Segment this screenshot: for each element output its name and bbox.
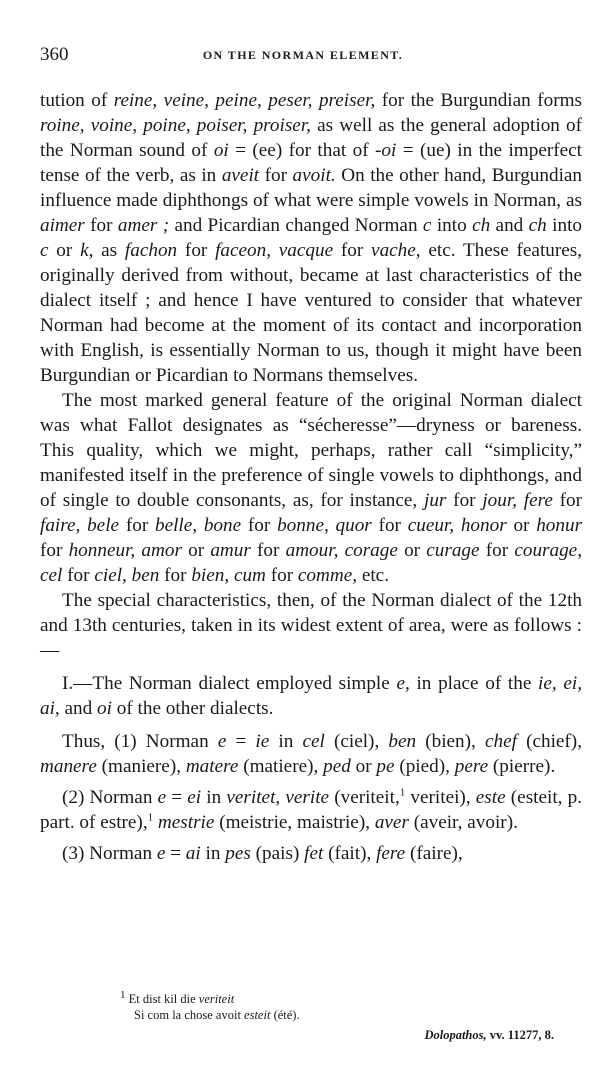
text-run: = <box>166 787 188 808</box>
italic-term: jur <box>424 490 447 511</box>
italic-term: aveit <box>221 165 260 186</box>
italic-term: mestrie <box>157 812 215 833</box>
text-run: or <box>350 756 377 777</box>
footnote-line-1 <box>120 988 560 1007</box>
italic-term: fet <box>304 843 324 864</box>
text-run: for <box>40 540 69 561</box>
footnote-text: (été). <box>270 1008 300 1022</box>
page-header <box>40 44 566 68</box>
text-run: in place of the <box>409 673 539 694</box>
text-run: etc. These features, originally derived from without, became at last characteristics of the dialect itself ; and hence I have ventured to consider that whatever Norman had become at the moment of its contact and incorporation with English, is essentially Norman to us, though it might have been Burgundian or Picardian to Normans themselves. <box>40 240 583 386</box>
italic-term: ie, ei, ai, <box>40 673 582 719</box>
text-run: and <box>59 698 98 719</box>
text-run: as <box>93 240 125 261</box>
italic-term: fere <box>376 843 406 864</box>
paragraph-p4 <box>40 671 582 721</box>
footnote-citation <box>120 1027 560 1043</box>
footnote-ref: 1 <box>399 786 406 799</box>
text-run: for <box>552 490 583 511</box>
paragraph-p1 <box>40 88 582 388</box>
italic-term: chef <box>484 731 517 752</box>
italic-term: e <box>217 731 227 752</box>
italic-term: roine, voine, poine, poiser, proiser, <box>40 115 311 136</box>
text-run: or <box>181 540 211 561</box>
text-run: for <box>159 565 192 586</box>
italic-term: matere <box>185 756 239 777</box>
italic-term: bonne, quor <box>277 515 372 536</box>
italic-term: oi <box>213 140 229 161</box>
italic-term: ie <box>255 731 270 752</box>
italic-term: curage <box>426 540 480 561</box>
footnote-text: Si com la chose avoit <box>134 1008 245 1022</box>
italic-term: honur <box>536 515 583 536</box>
text-run: = <box>226 731 256 752</box>
italic-term: reine, veine, peine, peser, preiser, <box>113 90 376 111</box>
text-run: tution of <box>40 90 114 111</box>
footnote <box>120 988 560 1043</box>
text-run: in <box>201 787 227 808</box>
footnote-marker: 1 <box>120 988 126 1001</box>
italic-term: ben <box>388 731 417 752</box>
text-run: for <box>371 515 408 536</box>
text-run: (2) Norman <box>62 787 158 808</box>
italic-term: jour, fere <box>482 490 553 511</box>
italic-term: pe <box>376 756 395 777</box>
italic-term: fachon <box>124 240 178 261</box>
footnote-ref: 1 <box>147 811 154 824</box>
italic-term: este <box>475 787 506 808</box>
italic-term: amour, corage <box>285 540 398 561</box>
text-run: (pied), <box>394 756 455 777</box>
text-run: for <box>479 540 515 561</box>
italic-term: -oi <box>375 140 397 161</box>
italic-term: faceon, vacque <box>215 240 334 261</box>
text-run: (pierre). <box>488 756 556 777</box>
text-run: = <box>165 843 186 864</box>
italic-term: vache, <box>371 240 421 261</box>
italic-term: amur <box>210 540 251 561</box>
citation-verses: vv. 11277, 8. <box>486 1028 554 1042</box>
italic-term: e, <box>396 673 410 694</box>
italic-term: manere <box>40 756 97 777</box>
text-run: for <box>62 565 95 586</box>
text-run: (matiere), <box>238 756 324 777</box>
footnote-italic: esteit <box>244 1008 271 1022</box>
text-run: for <box>250 540 286 561</box>
text-run: in <box>200 843 226 864</box>
paragraph-p5 <box>40 729 582 779</box>
text-run: for <box>265 565 298 586</box>
italic-term: aimer <box>40 215 85 236</box>
text-run: and Picardian changed Norman <box>169 215 423 236</box>
text-run: (esteit, p. part. of estre), <box>40 787 583 833</box>
italic-term: oi <box>97 698 112 719</box>
text-run: etc. <box>357 565 389 586</box>
text-run: On the other hand, Burgundian influence made diphthongs of what were simple vowels in Norman, as <box>40 165 583 211</box>
text-run: veritei), <box>405 787 476 808</box>
text-run: = (ee) for that of <box>228 140 375 161</box>
text-run: (chief), <box>516 731 582 752</box>
paragraph-p3 <box>40 588 582 663</box>
italic-term: pes <box>225 843 251 864</box>
body-text <box>40 88 582 866</box>
text-run: into <box>546 215 582 236</box>
text-run: or <box>48 240 81 261</box>
text-run: (veriteit, <box>329 787 400 808</box>
italic-term: c <box>422 215 432 236</box>
italic-term: cueur, honor <box>407 515 507 536</box>
italic-term: avoit. <box>292 165 336 186</box>
paragraph-p2 <box>40 388 582 588</box>
italic-term: pere <box>454 756 489 777</box>
text-run: for <box>333 240 372 261</box>
italic-term: e <box>156 843 166 864</box>
paragraph-p6 <box>40 785 582 835</box>
italic-term: honneur, amor <box>68 540 182 561</box>
text-run: for <box>84 215 118 236</box>
text-run: (3) Norman <box>62 843 157 864</box>
italic-term: veritet, verite <box>226 787 330 808</box>
text-run: (faire), <box>405 843 463 864</box>
italic-term: ciel, ben <box>94 565 160 586</box>
italic-term: bien, cum <box>191 565 266 586</box>
italic-term: aver <box>374 812 409 833</box>
footnote-text: Et dist kil die <box>128 992 199 1006</box>
italic-term: e <box>157 787 167 808</box>
text-run: or <box>397 540 427 561</box>
text-run: (aveir, avoir). <box>408 812 518 833</box>
text-run: The special characteristics, then, of the Norman dialect of the 12th and 13th centuries, taken in its widest extent of area, were as follows :— <box>40 590 582 661</box>
paragraph-p7 <box>40 841 582 866</box>
text-run: (ciel), <box>324 731 389 752</box>
italic-term: cel <box>302 731 325 752</box>
text-run: (pais) <box>250 843 305 864</box>
italic-term: ch <box>528 215 547 236</box>
text-run: into <box>431 215 473 236</box>
text-run: (maniere), <box>96 756 186 777</box>
italic-term: ch <box>472 215 491 236</box>
citation-source: Dolopathos, <box>424 1028 487 1042</box>
italic-term: courage, cel <box>40 540 582 586</box>
italic-term: amer ; <box>117 215 170 236</box>
italic-term: ped <box>323 756 351 777</box>
text-run: (meistrie, maistrie), <box>214 812 375 833</box>
text-run: Thus, (1) Norman <box>62 731 218 752</box>
italic-term: faire, bele <box>40 515 120 536</box>
text-run: for <box>241 515 278 536</box>
running-title: ON THE NORMAN ELEMENT. <box>202 48 404 62</box>
footnote-line-2 <box>120 1007 560 1023</box>
footnote-italic: veriteit <box>198 992 235 1006</box>
text-run: for the Burgundian forms <box>375 90 582 111</box>
italic-term: belle, bone <box>154 515 242 536</box>
italic-term: ai <box>185 843 201 864</box>
text-run: and <box>490 215 529 236</box>
text-run: The most marked general feature of the original Norman dialect was what Fallot designates as “sécheresse”—dryness or bareness. This quality, which we might, perhaps, rather call “simplicity,” manifested itself in the preference of single vowels to diphthongs, and of single to double consonants, as, for instance, <box>40 390 582 511</box>
text-run: for <box>446 490 483 511</box>
text-run: of the other dialects. <box>111 698 274 719</box>
italic-term: comme, <box>297 565 358 586</box>
text-run: for <box>177 240 216 261</box>
italic-term: c <box>40 240 49 261</box>
text-run: for <box>259 165 293 186</box>
italic-term: k, <box>80 240 94 261</box>
text-run: as well as the general adoption of the Norman sound of <box>40 115 583 161</box>
text-run: I.—The Norman dialect employed simple <box>62 673 397 694</box>
text-run: (bien), <box>416 731 485 752</box>
page-number: 360 <box>40 44 69 65</box>
text-run: (fait), <box>323 843 377 864</box>
text-run: in <box>269 731 303 752</box>
text-run: for <box>119 515 155 536</box>
text-run: or <box>506 515 537 536</box>
italic-term: ei <box>187 787 202 808</box>
text-run: = (ue) in the imperfect tense of the verb, as in <box>40 140 582 186</box>
